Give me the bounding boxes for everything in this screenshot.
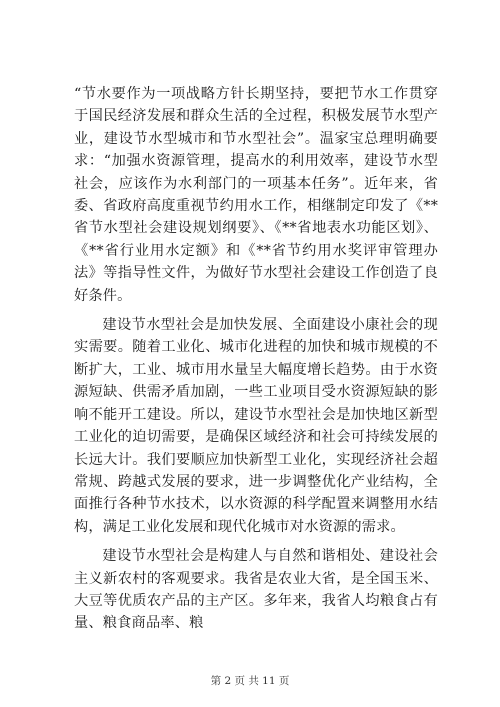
- page-number-footer: 第 2 页 共 11 页: [210, 675, 290, 687]
- paragraph-3: 建设节水型社会是构建人与自然和谐相处、建设社会主义新农村的客观要求。我省是农业大省，是全国玉米、大豆等优质农产品的主产区。多年来，我省人均粮食占有量、粮食商品率、粮: [74, 548, 438, 632]
- document-body: [74, 83, 438, 635]
- paragraph-2: 建设节水型社会是加快发展、全面建设小康社会的现实需要。随着工业化、城市化进程的加快和城市规模的不断扩大，工业、城市用水量呈大幅度增长趋势。由于水资源短缺、供需矛盾加剧，一些工业项目受水资源短缺的影响不能开工建设。所以，建设节水型社会是加快地区新型工业化的迫切需要，是确保区域经济和社会可持续发展的长远大计。我们要顺应加快新型工业化，实现经济社会超常规、跨越式发展的要求，进一步调整优化产业结构，全面推行各种节水技术，以水资源的科学配置来调整用水结构，满足工业化发展和现代化城市对水资源的需求。: [74, 317, 438, 535]
- paragraph-1: “节水要作为一项战略方针长期坚持，要把节水工作贯穿于国民经济发展和群众生活的全过程，积极发展节水型产业，建设节水型城市和节水型社会”。温家宝总理明确要求：“加强水资源管理，提高水的利用效率，建设节水型社会，应该作为水利部门的一项基本任务”。近年来，省委、省政府高度重视节约用水工作，相继制定印发了《**省节水型社会建设规划纲要》、《**省地表水功能区划》、《**省行业用水定额》和《**省节约用水奖评审管理办法》等指导性文件，为做好节水型社会建设工作创造了良好条件。: [74, 86, 438, 304]
